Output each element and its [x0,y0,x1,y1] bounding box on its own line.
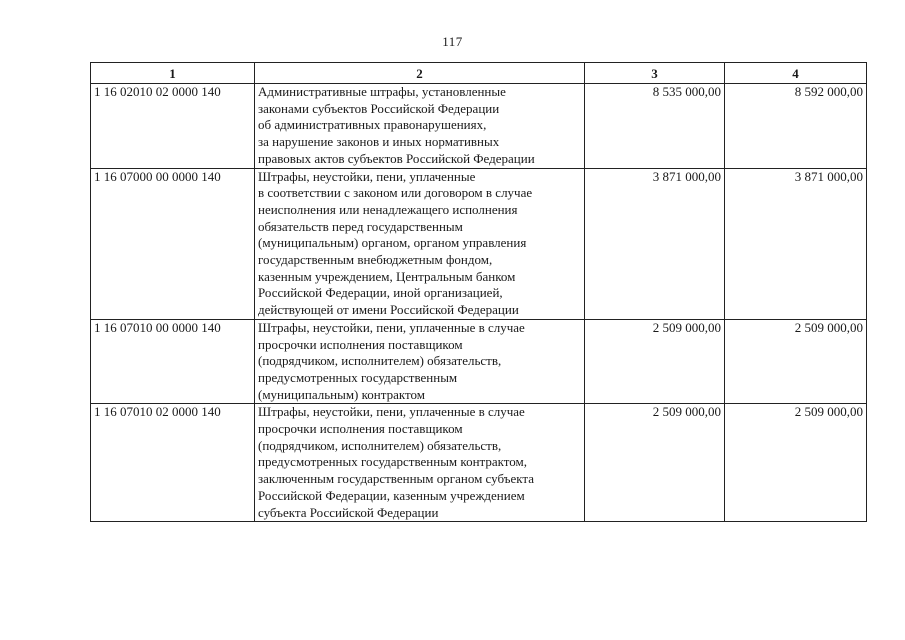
revenue-name-line: просрочки исполнения поставщиком [258,336,463,352]
revenue-name-line: (подрядчиком, исполнителем) обязательств, [258,437,502,453]
column-header-4: 4 [725,63,867,84]
revenue-name-line: в соответствии с законом или договором в случае [258,185,533,201]
revenue-name-line: действующей от имени Российской Федерации [258,302,519,318]
budget-revenue-table [90,62,867,522]
table-header [91,63,867,84]
table-row [91,319,867,404]
page-number: 117 [442,34,463,49]
revenue-name-line: заключенным государственным органом субъекта [258,471,535,487]
revenue-name-line: предусмотренных государственным контрактом, [258,454,528,470]
revenue-name [255,404,585,522]
revenue-name-line: Административные штрафы, установленные [258,84,506,99]
revenue-name-line: (подрядчиком, исполнителем) обязательств, [258,353,502,369]
revenue-name-line: неисполнения или ненадлежащего исполнения [258,201,518,217]
revenue-name-line: Российской Федерации, казенным учреждением [258,487,525,503]
revenue-name-line: Штрафы, неустойки, пени, уплаченные в случае [258,319,525,335]
budget-code: 1 16 02010 02 0000 140 [91,84,255,169]
revenue-name-line: Российской Федерации, иной организацией, [258,285,503,301]
column-header-2: 2 [255,63,585,84]
table-row [91,168,867,319]
revenue-name-line: правовых актов субъектов Российской Федерации [258,150,535,166]
amount-column-3: 2 509 000,00 [585,404,725,522]
amount-column-3: 2 509 000,00 [585,319,725,404]
revenue-name-line: казенным учреждением, Центральным банком [258,268,516,284]
budget-code: 1 16 07010 02 0000 140 [91,404,255,522]
revenue-name-line: законами субъектов Российской Федерации [258,100,500,116]
revenue-name-line: (муниципальным) органом, органом управления [258,235,527,251]
amount-column-3: 3 871 000,00 [585,168,725,319]
header-row [91,63,867,84]
column-header-1: 1 [91,63,255,84]
column-header-3: 3 [585,63,725,84]
table-row [91,84,867,169]
revenue-name-line: обязательств перед государственным [258,218,463,234]
revenue-name [255,319,585,404]
amount-column-4: 8 592 000,00 [725,84,867,169]
table-row [91,404,867,522]
revenue-name-line: за нарушение законов и иных нормативных [258,134,500,150]
revenue-name-line: (муниципальным) контрактом [258,386,425,402]
revenue-name [255,168,585,319]
revenue-name-line: Штрафы, неустойки, пени, уплаченные [258,168,476,184]
revenue-name-line: Штрафы, неустойки, пени, уплаченные в случае [258,404,525,420]
amount-column-4: 2 509 000,00 [725,404,867,522]
revenue-name-line: предусмотренных государственным [258,369,458,385]
revenue-name-line: государственным внебюджетным фондом, [258,252,493,268]
amount-column-4: 3 871 000,00 [725,168,867,319]
amount-column-3: 8 535 000,00 [585,84,725,169]
revenue-name-line: субъекта Российской Федерации [258,504,439,520]
amount-column-4: 2 509 000,00 [725,319,867,404]
revenue-name-line: об административных правонарушениях, [258,117,487,133]
budget-code: 1 16 07000 00 0000 140 [91,168,255,319]
budget-code: 1 16 07010 00 0000 140 [91,319,255,404]
table-body [91,84,867,522]
revenue-name [255,84,585,169]
revenue-name-line: просрочки исполнения поставщиком [258,421,463,437]
